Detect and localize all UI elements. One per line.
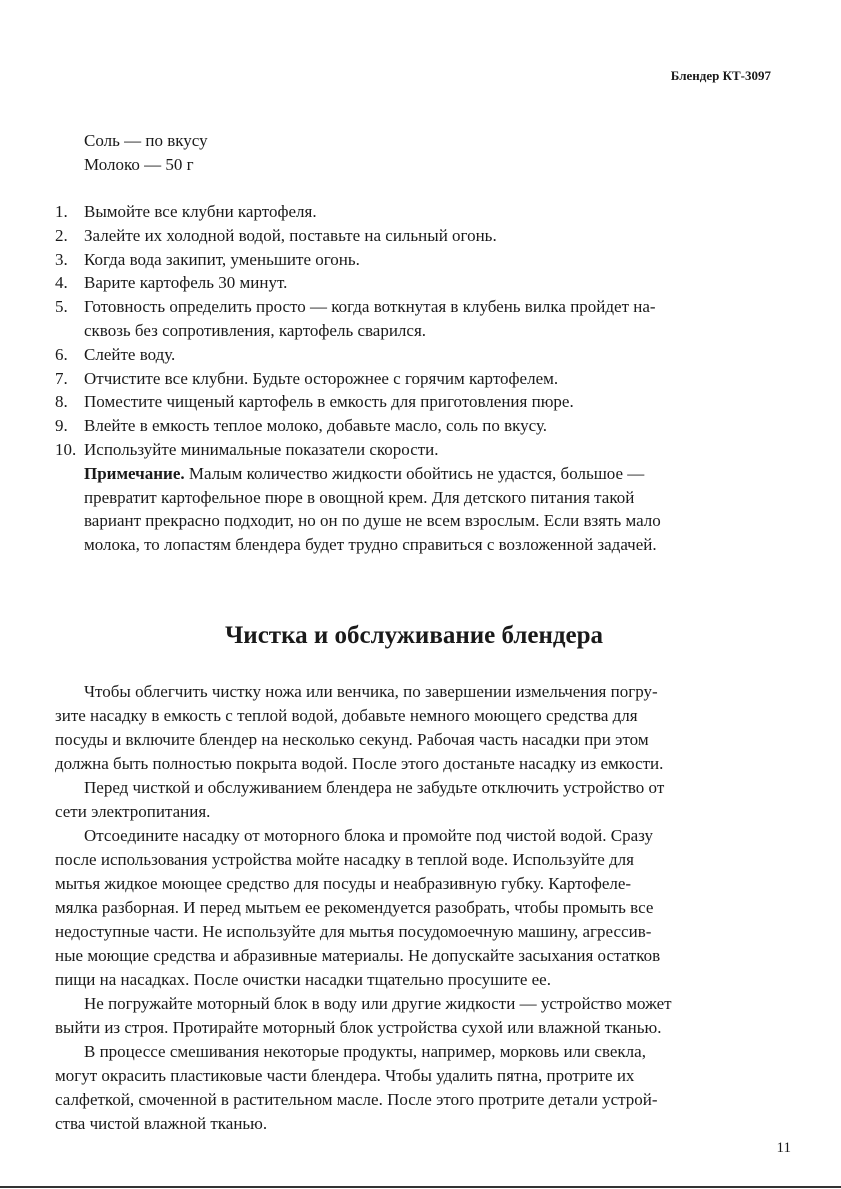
step-item: [55, 414, 770, 438]
recipe-steps: [55, 200, 770, 557]
step-number: 7.: [55, 368, 68, 388]
note-text: Малым количество жидкости обойтись не удастся, большое —: [184, 463, 645, 483]
running-header: Блендер КТ-3097: [670, 68, 771, 83]
section-body: [55, 680, 771, 1136]
step-item: [55, 200, 770, 224]
step-number: 1.: [55, 202, 68, 221]
page-number: 11: [776, 1140, 791, 1156]
step-text: Залейте их холодной водой, поставьте на сильный огонь.: [84, 225, 497, 245]
step-text: Варите картофель 30 минут.: [84, 273, 288, 293]
step-text: Готовность определить просто — когда воткнутая в клубень вилка пройдет на- сквозь без сопротивления, картофель сварился.: [84, 297, 656, 340]
step-item: [55, 367, 770, 391]
paragraph: В процессе смешивания некоторые продукты, например, морковь или свекла, могут окрасить пластиковые части блендера. Чтобы удалить пятна, протрите их салфеткой, смоченной в растительном масле. После этого протрите детали устрой- ства чистой влажной тканью.: [55, 1042, 658, 1133]
step-item: [55, 438, 770, 462]
step-text: Вымойте все клубни картофеля.: [84, 202, 317, 221]
bottom-divider: [0, 1186, 841, 1188]
step-number: 2.: [55, 225, 68, 245]
paragraph: Не погружайте моторный блок в воду или другие жидкости — устройство может выйти из строя. Протирайте моторный блок устройства сухой или влажной тканью.: [55, 994, 672, 1037]
step-item: [55, 224, 770, 248]
step-text: Отчистите все клубни. Будьте осторожнее с горячим картофелем.: [84, 368, 559, 388]
step-text: Когда вода закипит, уменьшите огонь.: [84, 249, 360, 269]
paragraph: Перед чисткой и обслуживанием блендера не забудьте отключить устройство от сети электропитания.: [55, 778, 665, 821]
step-item: [55, 390, 770, 414]
step-text: Влейте в емкость теплое молоко, добавьте масло, соль по вкусу.: [84, 416, 548, 436]
step-number: 3.: [55, 249, 68, 269]
step-text: Используйте минимальные показатели скорости.: [84, 439, 439, 459]
step-number: 4.: [55, 273, 68, 293]
step-item: [55, 271, 770, 295]
ingredient-list: [84, 129, 208, 176]
section-heading: Чистка и обслуживание блендера: [224, 622, 604, 649]
paragraph: Чтобы облегчить чистку ножа или венчика, по завершении измельчения погру- зите насадку в емкость с теплой водой, добавьте немного моющего средства для посуды и включите блендер на несколько секунд. Рабочая часть насадки при этом должна быть полностью покрыта водой. После этого достаньте насадку из емкости.: [55, 682, 664, 773]
note-label: Примечание.: [84, 463, 185, 483]
step-item: [55, 248, 770, 272]
note-text: превратит картофельное пюре в овощной крем. Для детского питания такой: [84, 487, 635, 507]
step-number: 10.: [55, 439, 77, 459]
step-text: Слейте воду.: [84, 344, 176, 364]
step-number: 5.: [55, 297, 68, 317]
step-item: [55, 295, 770, 343]
step-number: 9.: [55, 416, 68, 436]
paragraph: Отсоедините насадку от моторного блока и промойте под чистой водой. Сразу после использования устройства мойте насадку в теплой воде. Используйте для мытья жидкое моющее средство для посуды и неабразивную губку. Картофеле- мялка разборная. И перед мытьем ее рекомендуется разобрать, чтобы промыть все недоступные части. Не используйте для мытья посудомоечную машину, агрессив- ные моющие средства и абразивные материалы. Не допускайте засыхания остатков пищи на насадках. После очистки насадки тщательно просушите ее.: [55, 826, 661, 989]
ingredient-item: Молоко — 50 г: [84, 154, 194, 174]
step-number: 6.: [55, 344, 68, 364]
note-text: молока, то лопастям блендера будет трудно справиться с возложенной задачей.: [84, 535, 657, 555]
note-block: [55, 462, 770, 557]
step-number: 8.: [55, 392, 68, 412]
note-text: вариант прекрасно подходит, но он по душе не всем взрослым. Если взять мало: [84, 511, 661, 531]
ingredient-item: Соль — по вкусу: [84, 131, 208, 150]
step-item: [55, 343, 770, 367]
step-text: Поместите чищеный картофель в емкость для приготовления пюре.: [84, 392, 574, 412]
